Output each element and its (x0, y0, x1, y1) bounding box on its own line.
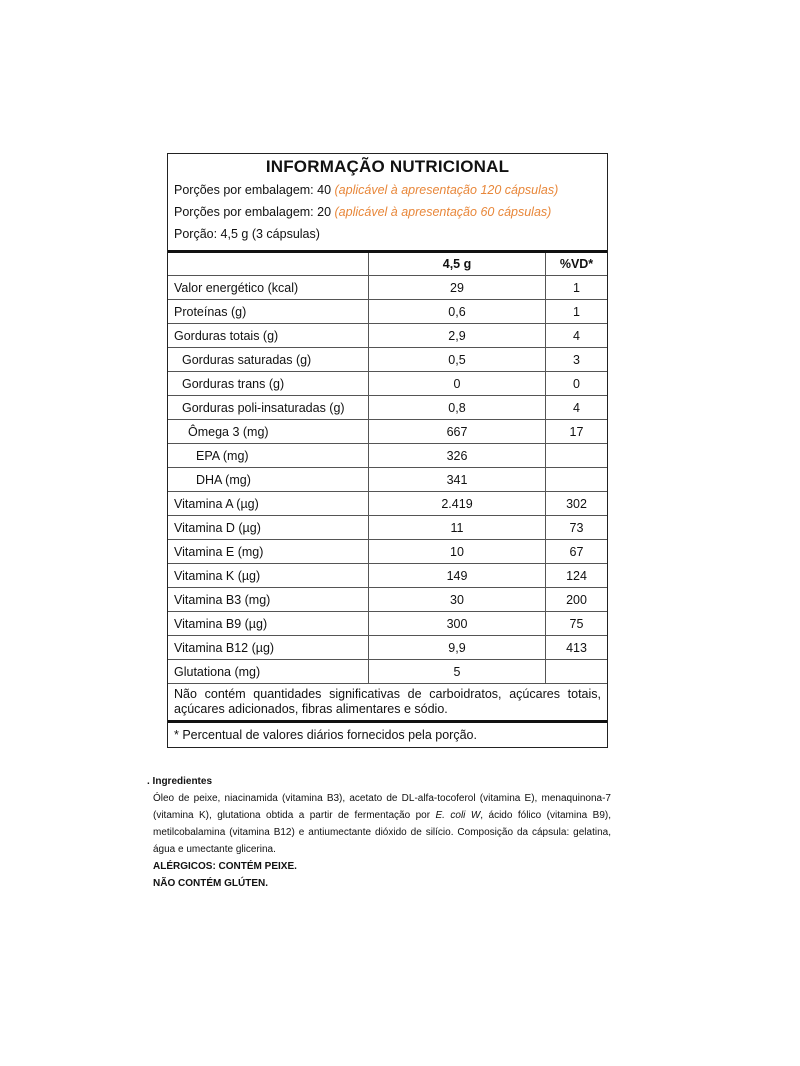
table-row (168, 468, 607, 492)
nutrient-name: Gorduras totais (g) (168, 324, 369, 348)
nutrient-name: Valor energético (kcal) (168, 276, 369, 300)
nutrient-amount: 0 (369, 372, 546, 396)
nutrient-dv: 4 (546, 396, 608, 420)
nutrition-facts-label (167, 153, 608, 748)
nutrient-amount: 149 (369, 564, 546, 588)
table-row (168, 372, 607, 396)
table-row (168, 492, 607, 516)
nutrient-name: Vitamina E (mg) (168, 540, 369, 564)
nutrient-amount: 5 (369, 660, 546, 684)
nutrient-dv (546, 444, 608, 468)
nutrient-dv: 302 (546, 492, 608, 516)
nutrient-dv: 17 (546, 420, 608, 444)
nutrient-name: Vitamina A (µg) (168, 492, 369, 516)
nutrient-amount: 9,9 (369, 636, 546, 660)
not-significant-note: Não contém quantidades significativas de carboidratos, açúcares totais, açúcares adicionados, fibras alimentares e sódio. (174, 687, 601, 716)
servings-per-package-1 (168, 179, 607, 201)
table-row (168, 444, 607, 468)
nutrient-name: DHA (mg) (168, 468, 369, 492)
ingredients-text-part-1: Óleo de peixe, niacinamida (vitamina B3), acetato de DL-alfa-tocoferol (vitamina E), menaquinona-7 (vitamina K), glutationa obtida a partir de fermentação por (153, 793, 611, 821)
ingredients-section (147, 773, 611, 892)
nutrient-amount: 11 (369, 516, 546, 540)
nutrient-dv: 0 (546, 372, 608, 396)
table-header-row (168, 253, 607, 276)
nutrient-dv (546, 468, 608, 492)
table-row (168, 420, 607, 444)
servings-per-package-2 (168, 201, 607, 223)
servings-note: (aplicável à apresentação 120 cápsulas) (334, 183, 559, 197)
nutrient-name: Vitamina D (µg) (168, 516, 369, 540)
nutrient-dv: 1 (546, 300, 608, 324)
nutrient-dv: 1 (546, 276, 608, 300)
nutrient-amount: 667 (369, 420, 546, 444)
allergen-warning: ALÉRGICOS: CONTÉM PEIXE. (153, 861, 297, 872)
ingredients-title: . Ingredientes (147, 776, 213, 787)
ingredients-text (147, 790, 611, 858)
servings-text: Porções por embalagem: 40 (174, 183, 335, 197)
table-row (168, 636, 607, 660)
nutrient-name: EPA (mg) (168, 444, 369, 468)
nutrient-name: Vitamina K (µg) (168, 564, 369, 588)
nutrient-amount: 10 (369, 540, 546, 564)
nutrient-amount: 29 (369, 276, 546, 300)
nutrient-amount: 2,9 (369, 324, 546, 348)
table-row (168, 324, 607, 348)
nutrient-name: Vitamina B12 (µg) (168, 636, 369, 660)
ingredients-text-part-2: , ácido fólico (vitamina B9), metilcobalamina (vitamina B12) e antiumectante dióxido de silício. Composição da cápsula: gelatina, água e umectante glicerina. (153, 810, 611, 855)
servings-note: (aplicável à apresentação 60 cápsulas) (334, 205, 552, 219)
daily-value-footnote: * Percentual de valores diários fornecidos pela porção. (168, 720, 607, 747)
nutrient-dv: 67 (546, 540, 608, 564)
nutrient-name: Gorduras saturadas (g) (168, 348, 369, 372)
table-row (168, 348, 607, 372)
nutrient-amount: 30 (369, 588, 546, 612)
table-row (168, 564, 607, 588)
portion-size: Porção: 4,5 g (3 cápsulas) (174, 227, 320, 241)
nutrient-amount: 326 (369, 444, 546, 468)
nutrient-name: Glutationa (mg) (168, 660, 369, 684)
nutrient-amount: 300 (369, 612, 546, 636)
table-row (168, 396, 607, 420)
nutrient-name: Vitamina B3 (mg) (168, 588, 369, 612)
nutrient-dv (546, 660, 608, 684)
nutrient-amount: 0,5 (369, 348, 546, 372)
table-row (168, 300, 607, 324)
nutrient-amount: 0,6 (369, 300, 546, 324)
nutrient-amount: 341 (369, 468, 546, 492)
table-row (168, 660, 607, 684)
nutrient-dv: 413 (546, 636, 608, 660)
nutrient-dv: 75 (546, 612, 608, 636)
nutrition-table (168, 253, 607, 684)
nutrient-amount: 0,8 (369, 396, 546, 420)
nutrient-dv: 4 (546, 324, 608, 348)
nutrient-dv: 200 (546, 588, 608, 612)
table-row (168, 540, 607, 564)
table-row (168, 516, 607, 540)
column-header-amount: 4,5 g (369, 253, 546, 276)
nutrient-dv: 3 (546, 348, 608, 372)
column-header-nutrient (168, 253, 369, 276)
table-row (168, 612, 607, 636)
nutrient-amount: 2.419 (369, 492, 546, 516)
table-row (168, 588, 607, 612)
servings-text: Porções por embalagem: 20 (174, 205, 335, 219)
table-row (168, 276, 607, 300)
ingredients-text-italic: E. coli W (435, 810, 481, 821)
nutrient-name: Vitamina B9 (µg) (168, 612, 369, 636)
nutrient-name: Gorduras trans (g) (168, 372, 369, 396)
nutrient-dv: 124 (546, 564, 608, 588)
gluten-warning: NÃO CONTÉM GLÚTEN. (153, 878, 268, 889)
nutrient-name: Gorduras poli-insaturadas (g) (168, 396, 369, 420)
column-header-dv: %VD* (546, 253, 608, 276)
label-title: INFORMAÇÃO NUTRICIONAL (265, 157, 510, 176)
nutrient-dv: 73 (546, 516, 608, 540)
nutrient-name: Proteínas (g) (168, 300, 369, 324)
nutrient-name: Ômega 3 (mg) (168, 420, 369, 444)
